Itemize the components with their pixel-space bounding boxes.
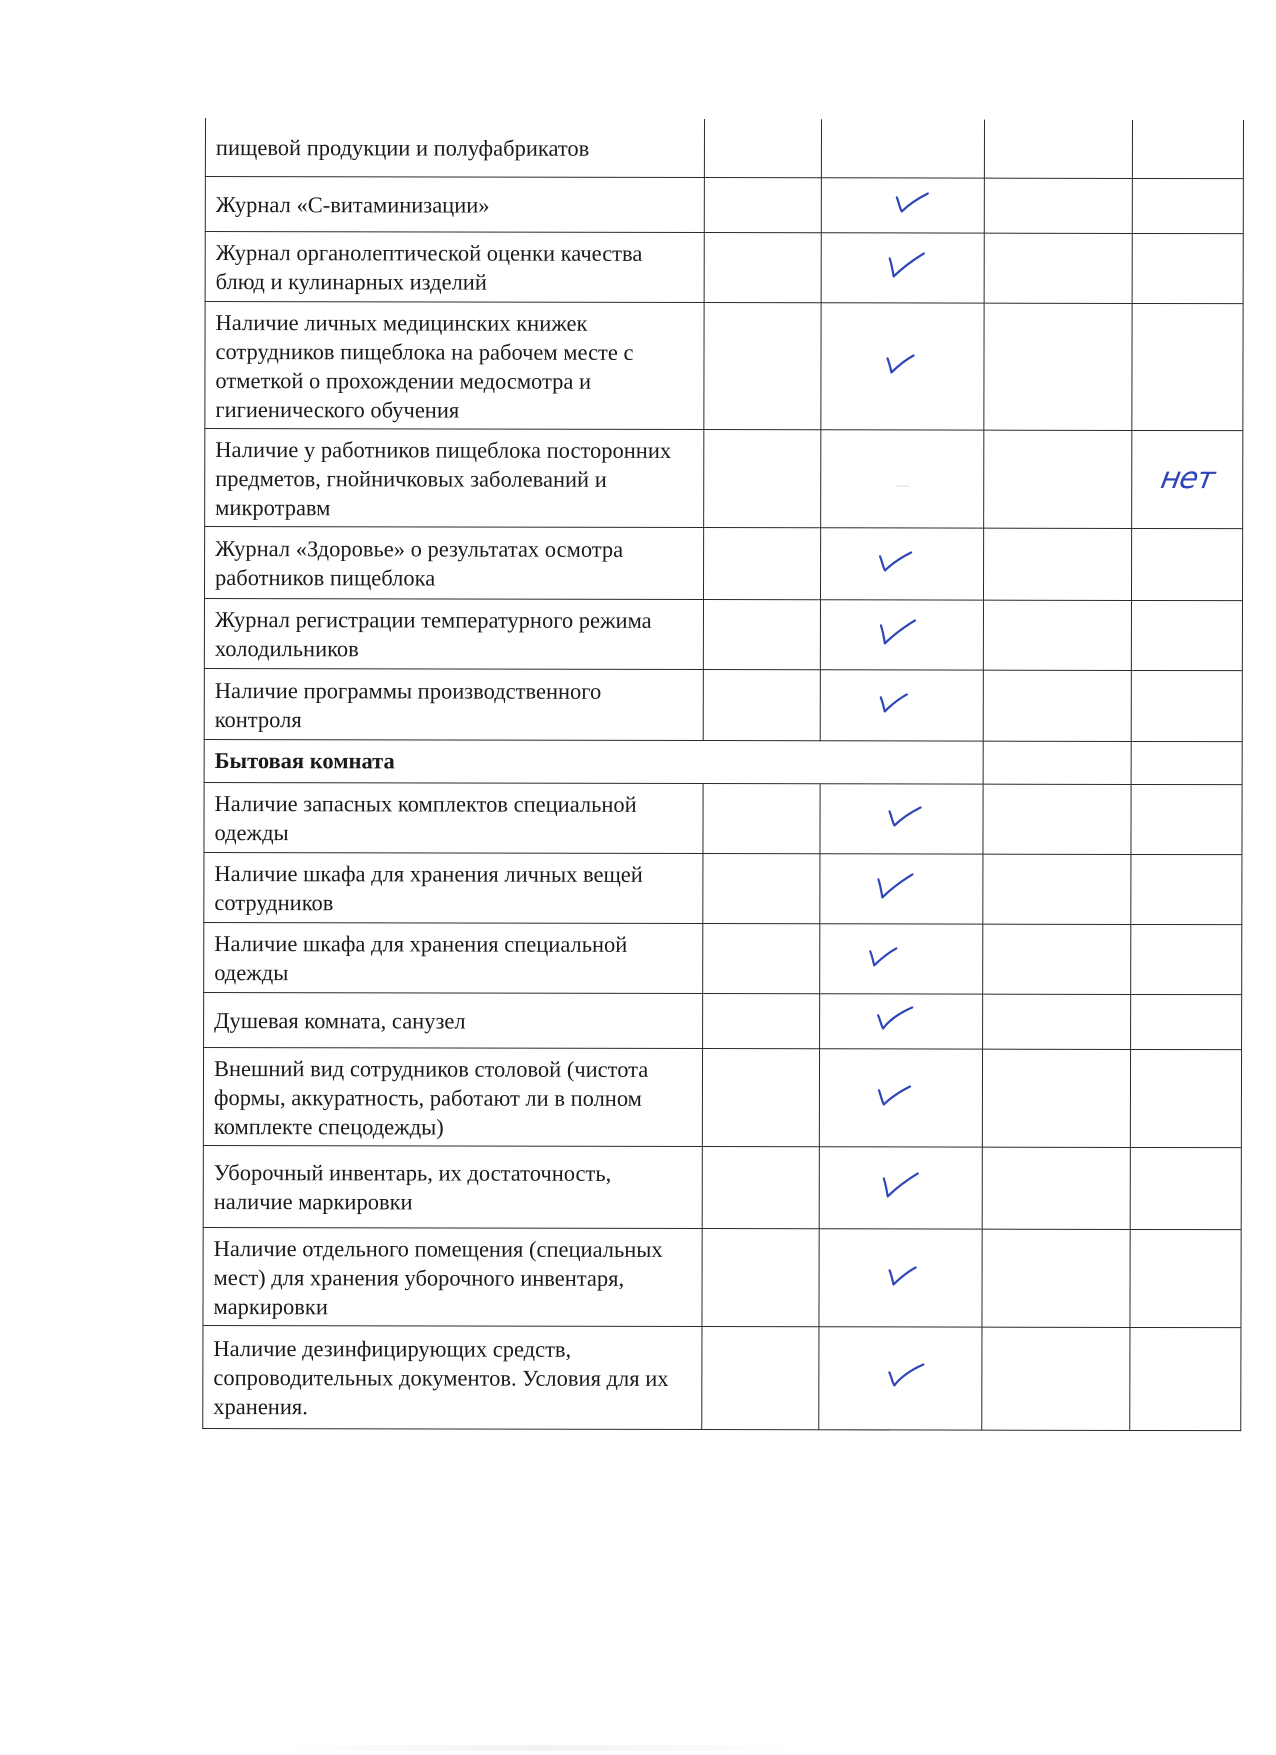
table-row <box>204 782 1242 854</box>
check-stroke <box>870 948 896 965</box>
empty-cell <box>702 1228 819 1326</box>
empty-cell <box>703 993 820 1048</box>
item-description: пищевой продукции и полуфабрикатов <box>205 118 704 177</box>
empty-cell <box>983 784 1131 854</box>
mark-cell <box>821 177 984 232</box>
item-description: Наличие у работников пищеблока посторонних предметов, гнойничковых заболеваний и микротравм <box>205 428 704 527</box>
empty-cell <box>983 670 1131 741</box>
empty-cell <box>984 233 1132 303</box>
table-row <box>205 118 1243 178</box>
note-cell <box>1130 1327 1241 1430</box>
item-description: Уборочный инвентарь, их достаточность, наличие маркировки <box>203 1145 702 1228</box>
item-description: Наличие отдельного помещения (специальных мест) для хранения уборочного инвентаря, маркировки <box>203 1227 702 1326</box>
mark-cell <box>819 1228 982 1326</box>
table-row <box>204 668 1242 741</box>
mark-cell <box>821 119 984 177</box>
empty-cell <box>702 1146 819 1228</box>
mark-cell <box>821 232 984 302</box>
mark-cell <box>821 429 984 527</box>
empty-cell <box>702 1326 819 1429</box>
table-row <box>205 176 1243 233</box>
item-description: Наличие шкафа для хранения специальной одежды <box>204 922 703 993</box>
empty-cell <box>704 429 821 527</box>
note-cell <box>1132 303 1243 430</box>
handwritten-check-icon <box>862 939 908 971</box>
item-description: Наличие шкафа для хранения личных вещей сотрудников <box>204 852 703 923</box>
note-cell <box>1131 854 1242 924</box>
check-stroke <box>884 1173 918 1196</box>
note-cell <box>1131 924 1242 994</box>
empty-cell <box>982 1327 1130 1430</box>
note-cell <box>1130 1147 1241 1229</box>
mark-cell <box>819 1048 982 1146</box>
handwritten-check-icon <box>883 799 929 831</box>
checklist-body <box>203 118 1244 1430</box>
handwritten-check-icon <box>872 1078 918 1110</box>
empty-cell <box>983 994 1131 1049</box>
handwritten-check-icon <box>873 544 919 576</box>
note-cell <box>1132 233 1243 303</box>
table-row <box>204 992 1242 1049</box>
check-stroke <box>890 807 921 825</box>
handwritten-check-icon <box>872 869 918 901</box>
table-row <box>203 1325 1241 1430</box>
table-row <box>203 1047 1241 1147</box>
mark-cell <box>820 923 983 993</box>
check-stroke <box>881 694 907 711</box>
note-cell <box>1130 1229 1241 1327</box>
note-cell <box>1130 1049 1241 1147</box>
empty-cell <box>1131 741 1242 784</box>
empty-cell <box>983 600 1131 670</box>
handwritten-check-icon <box>883 1358 929 1390</box>
inspection-checklist-table <box>202 118 1244 1431</box>
check-stroke <box>881 620 915 643</box>
note-cell <box>1131 784 1242 854</box>
mark-cell <box>820 669 983 740</box>
handwritten-check-icon <box>875 615 921 647</box>
handwritten-check-icon <box>882 1258 928 1290</box>
handwritten-check-icon <box>884 248 930 280</box>
note-cell <box>1132 178 1243 233</box>
note-cell <box>1132 120 1243 178</box>
mark-cell <box>820 783 983 853</box>
table-row <box>204 922 1242 994</box>
empty-cell <box>984 120 1132 178</box>
check-stroke <box>890 1267 916 1284</box>
scan-artifact <box>280 1745 800 1751</box>
empty-cell <box>703 853 820 923</box>
empty-cell <box>983 854 1131 924</box>
mark-cell <box>820 853 983 923</box>
mark-cell <box>820 993 983 1048</box>
handwritten-check-icon <box>873 685 919 717</box>
mark-cell <box>820 599 983 669</box>
item-description: Наличие программы производственного контроля <box>204 668 703 740</box>
table-row <box>203 1227 1241 1327</box>
item-description: Внешний вид сотрудников столовой (чистота формы, аккуратность, работают ли в полном комплекте спецодежды) <box>203 1047 702 1146</box>
note-cell <box>1132 430 1243 528</box>
empty-cell <box>984 430 1132 528</box>
check-stroke <box>879 1086 910 1104</box>
empty-cell <box>704 302 821 429</box>
table-row <box>205 428 1243 528</box>
section-row <box>204 739 1242 784</box>
empty-cell <box>703 599 820 669</box>
item-description: Журнал «Здоровье» о результатах осмотра работников пищеблока <box>204 526 703 599</box>
table-row <box>205 301 1243 430</box>
empty-cell <box>982 1229 1130 1327</box>
empty-cell <box>702 1048 819 1146</box>
item-description: Журнал регистрации температурного режима холодильников <box>204 598 703 669</box>
mark-cell <box>820 527 983 599</box>
mark-cell <box>821 302 984 429</box>
note-cell <box>1131 528 1242 600</box>
table-row <box>205 231 1243 303</box>
faint-pencil-mark <box>895 485 909 486</box>
check-stroke <box>897 193 928 211</box>
empty-cell <box>982 1049 1130 1147</box>
mark-cell <box>819 1146 982 1228</box>
check-stroke <box>889 1364 923 1385</box>
handwritten-check-icon <box>879 346 925 378</box>
handwritten-note: нет <box>1157 460 1217 496</box>
table-row <box>203 1145 1241 1229</box>
handwritten-check-icon <box>890 185 936 217</box>
empty-cell <box>703 669 820 740</box>
note-cell <box>1131 670 1242 741</box>
empty-cell <box>704 232 821 302</box>
empty-cell <box>703 783 820 853</box>
check-stroke <box>880 552 911 570</box>
handwritten-check-icon <box>872 1001 918 1033</box>
check-stroke <box>887 355 913 372</box>
item-description: Наличие запасных комплектов специальной одежды <box>204 782 703 853</box>
empty-cell <box>983 741 1131 784</box>
check-stroke <box>878 874 912 897</box>
check-stroke <box>890 253 924 276</box>
empty-cell <box>703 923 820 993</box>
empty-cell <box>984 178 1132 233</box>
empty-cell <box>983 528 1131 600</box>
item-description: Журнал «С-витаминизации» <box>205 176 704 232</box>
note-cell <box>1131 600 1242 670</box>
empty-cell <box>703 527 820 599</box>
table-row <box>204 852 1242 924</box>
check-stroke <box>878 1007 912 1028</box>
empty-cell <box>982 1147 1130 1229</box>
item-description: Наличие дезинфицирующих средств, сопроводительных документов. Условия для их хранения. <box>203 1325 702 1429</box>
item-description: Журнал органолептической оценки качества блюд и кулинарных изделий <box>205 231 704 302</box>
handwritten-check-icon <box>878 1168 924 1200</box>
note-cell <box>1131 994 1242 1049</box>
mark-cell <box>819 1326 982 1429</box>
item-description: Наличие личных медицинских книжек сотрудников пищеблока на рабочем месте с отметкой о прохождении медосмотра и гигиенического обучения <box>205 301 704 429</box>
empty-cell <box>984 303 1132 430</box>
table-row <box>204 526 1242 600</box>
empty-cell <box>704 177 821 232</box>
empty-cell <box>704 119 821 177</box>
item-description: Душевая комната, санузел <box>204 992 703 1048</box>
table-row <box>204 598 1242 670</box>
empty-cell <box>983 924 1131 994</box>
section-heading: Бытовая комната <box>204 739 983 784</box>
